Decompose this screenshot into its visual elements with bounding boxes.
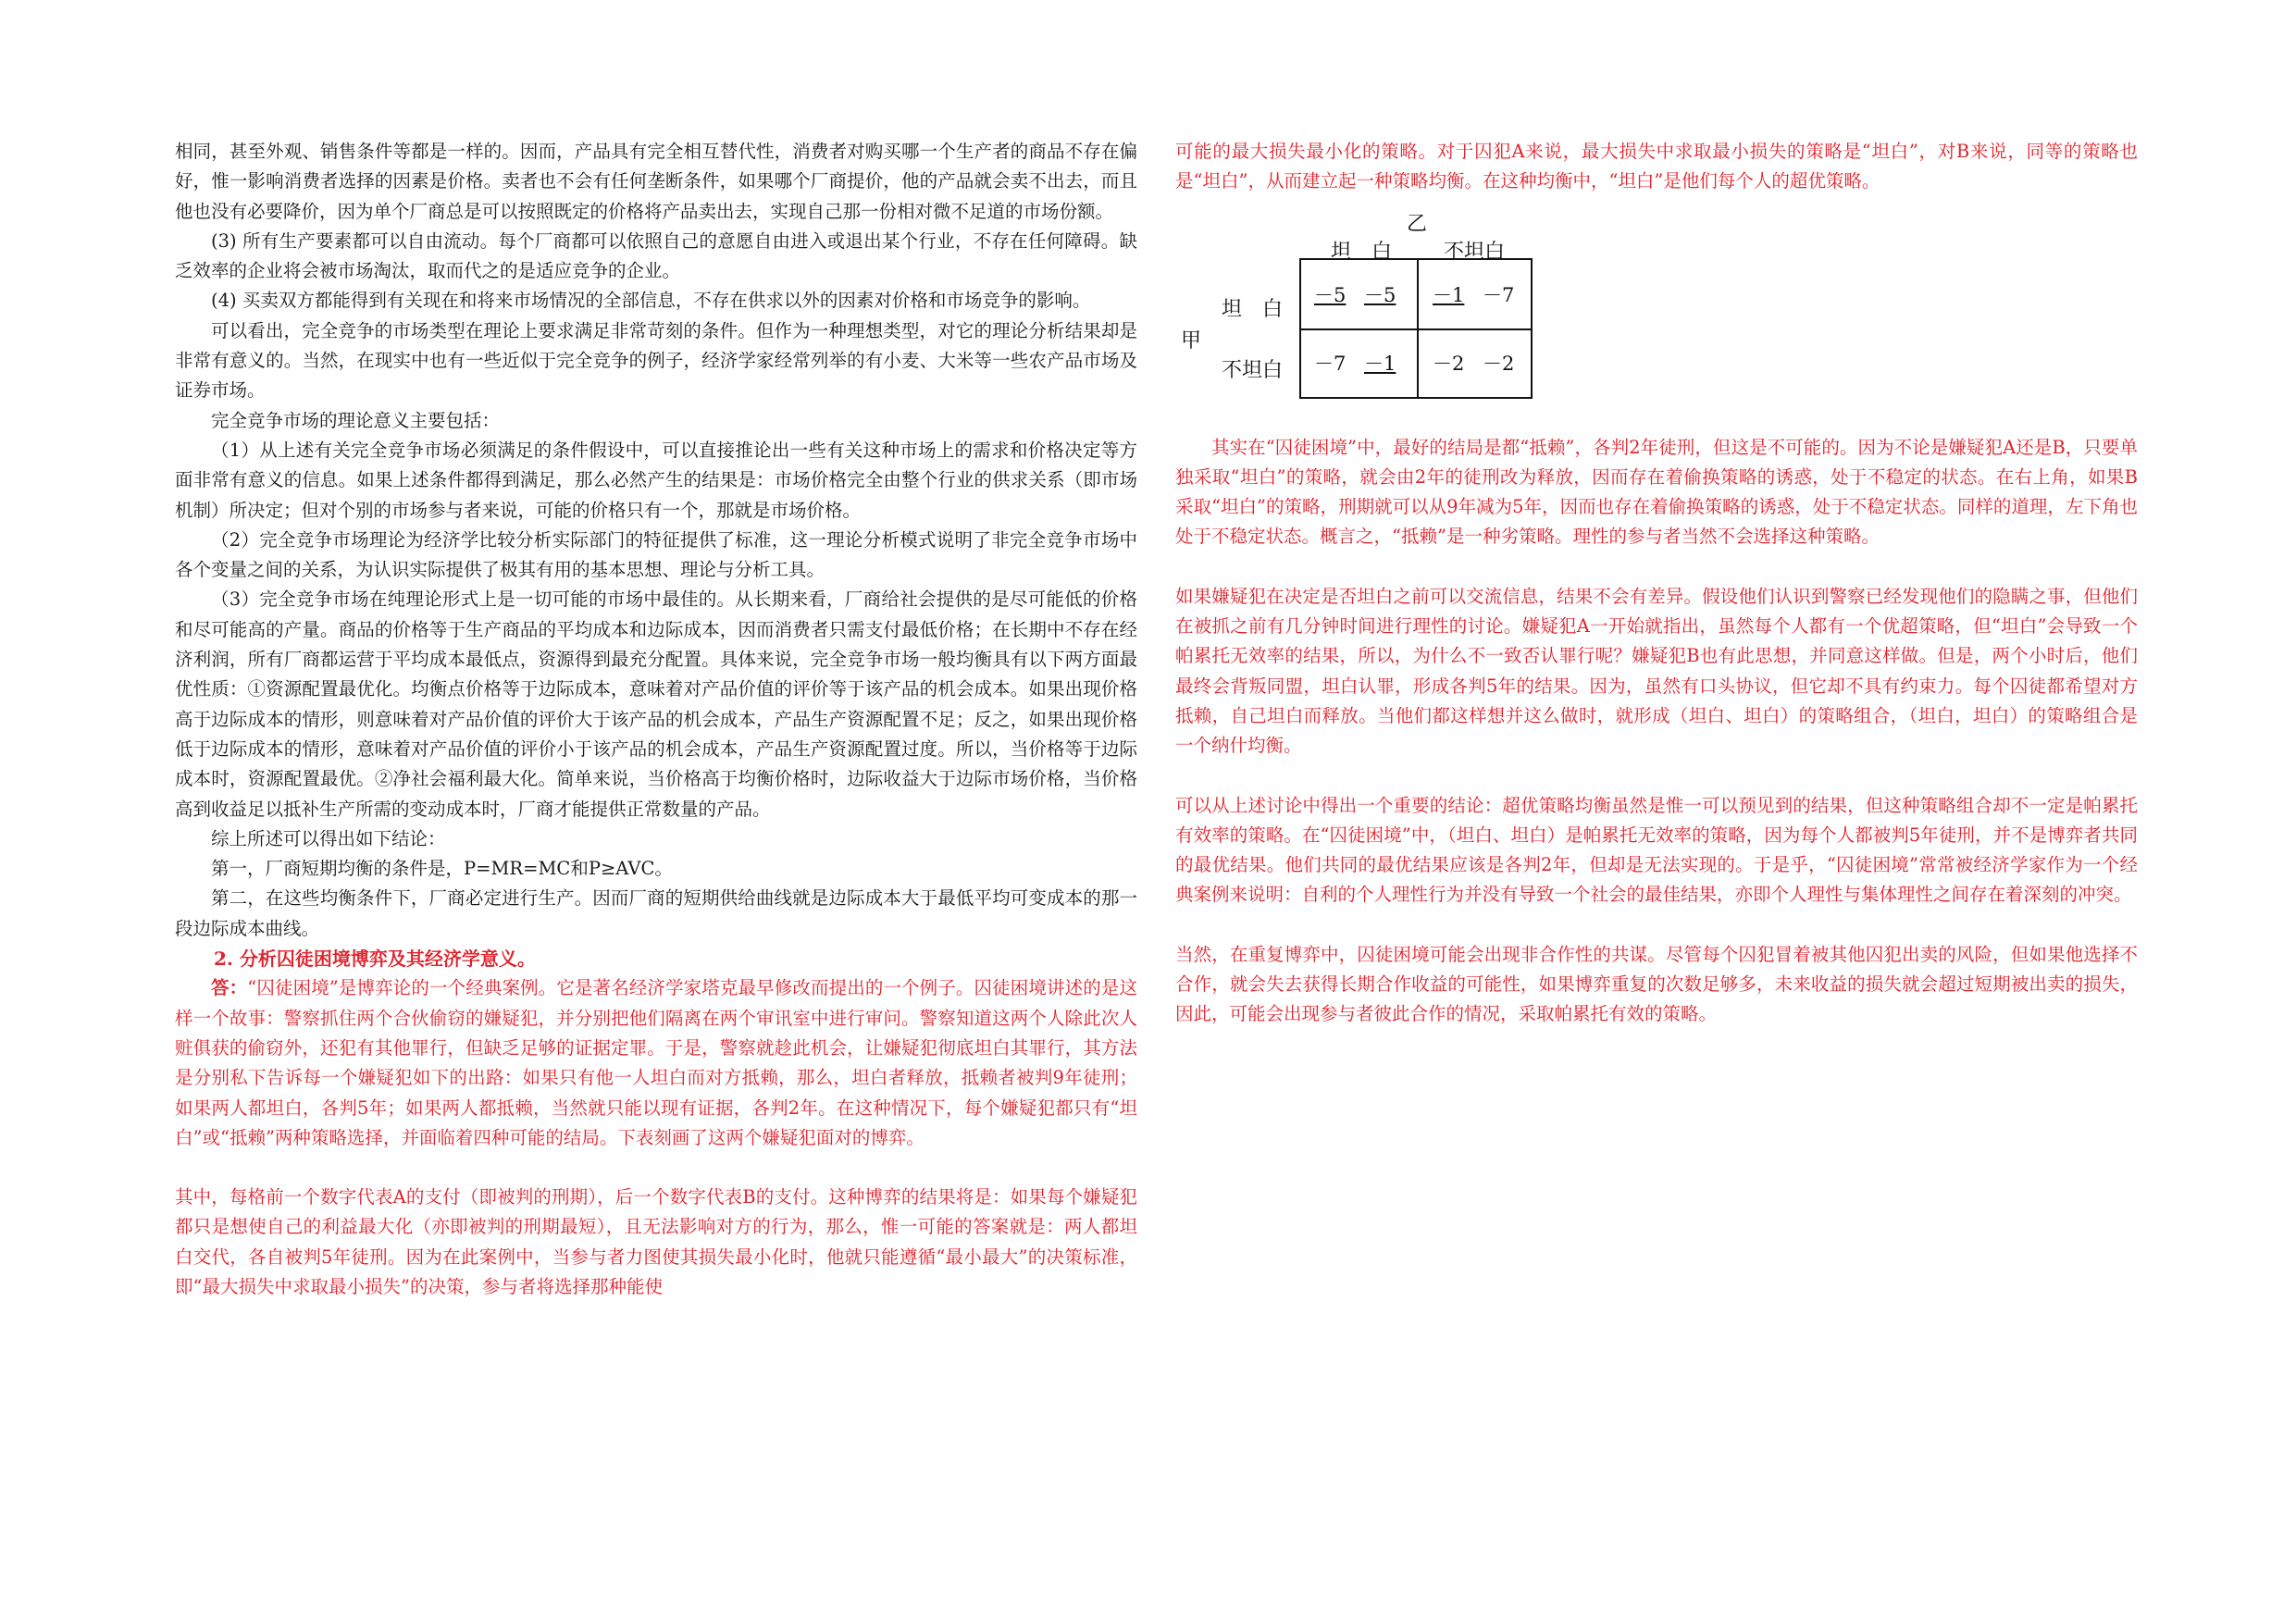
paragraph: 第二，在这些均衡条件下，厂商必定进行生产。因而厂商的短期供给曲线就是边际成本大于最低平均可变成本的那一段边际成本曲线。 — [175, 887, 1137, 939]
answer-label: 答： — [211, 977, 248, 999]
paragraph: (3) 所有生产要素都可以自由流动。每个厂商都可以依照自己的意愿自由进入或退出某个行业，不存在任何障碍。缺乏效率的企业将会被市场淘汰，取而代之的是适应竞争的企业。 — [175, 229, 1137, 282]
payoff-cell: －2 — [1433, 352, 1465, 375]
answer-text: “囚徒困境”是博弈论的一个经典案例。它是著名经济学家塔克最早修改而提出的一个例子。囚徒困境讲述的是这样一个故事：警察抓住两个合伙偷窃的嫌疑犯，并分别把他们隔离在两个审讯室中进行审问。警察知道这两个人除此次人赃俱获的偷窃外，还犯有其他罪行，但缺乏足够的证据定罪。于是，警察就趁此机会，让嫌疑犯彻底坦白其罪行，其方法是分别私下告诉每一个嫌疑犯如下的出路：如果只有他一人坦白而对方抵赖，那么，坦白者释放，抵赖者被判9年徒刑；如果两人都坦白，各判5年；如果两人都抵赖，当然就只能以现有证据，各判2年。在这种情况下，每个嫌疑犯都只有“坦白”或“抵赖”两种策略选择，并面临着四种可能的结局。下表刻画了这两个嫌疑犯面对的博弈。 — [175, 977, 1137, 1148]
paragraph: 可以看出，完全竞争的市场类型在理论上要求满足非常苛刻的条件。但作为一种理想类型，对它的理论分析结果却是非常有意义的。当然，在现实中也有一些近似于完全竞争的例子，经济学家经常列举的有小麦、大米等一些农产品市场及证券市场。 — [175, 319, 1137, 402]
grid-divider — [1301, 328, 1531, 330]
spacer — [175, 1153, 1137, 1183]
row-header-confess: 坦 白 — [1222, 297, 1284, 321]
paragraph: 其实在“囚徒困境”中，最好的结局是都“抵赖”，各判2年徒刑，但这是不可能的。因为不论是嫌疑犯A还是B，只要单独采取“坦白”的策略，就会由2年的徒刑改为释放，因而存在着偷换策略的诱惑，处于不稳定的状态。在右上角，如果B采取“坦白”的策略，刑期就可以从9年减为5年，因而也存在着偷换策略的诱惑，处于不稳定状态。同样的道理，左下角也处于不稳定状态。概言之，“抵赖”是一种劣策略。理性的参与者当然不会选择这种策略。 — [1175, 436, 2138, 548]
spacer — [1175, 552, 2138, 582]
paragraph: 如果嫌疑犯在决定是否坦白之前可以交流信息，结果不会有差异。假设他们认识到警察已经发现他们的隐瞒之事，但他们在被抓之前有几分钟时间进行理性的讨论。嫌疑犯A一开始就指出，虽然每个人都有一个优超策略，但“坦白”会导致一个帕累托无效率的结果，所以，为什么不一致否认罪行呢？嫌疑犯B也有此思想，并同意这样做。但是，两个小时后，他们最终会背叛同盟，坦白认罪，形成各判5年的结果。因为，虽然有口头协议，但它却不具有约束力。每个囚徒都希望对方抵赖，自己坦白而释放。当他们都这样想并这么做时，就形成（坦白、坦白）的策略组合，（坦白，坦白）的策略组合是一个纳什均衡。 — [1175, 585, 2138, 757]
left-column — [175, 137, 1137, 1302]
spacer — [1175, 911, 2138, 940]
row-header-deny: 不坦白 — [1222, 358, 1284, 382]
col-header-confess: 坦 白 — [1331, 240, 1393, 264]
paragraph: 综上所述可以得出如下结论： — [211, 827, 446, 849]
payoff-cell: －2 — [1483, 352, 1515, 375]
paragraph: (4) 买卖双方都能得到有关现在和将来市场情况的全部信息，不存在供求以外的因素对价格和市场竞争的影响。 — [211, 290, 1091, 312]
paragraph: 相同，甚至外观、销售条件等都是一样的。因而，产品具有完全相互替代性，消费者对购买哪一个生产者的商品不存在偏好，惟一影响消费者选择的因素是价格。卖者也不会有任何垄断条件，如果哪个厂商提价，他的产品就会卖不出去，而且他也没有必要降价，因为单个厂商总是可以按照既定的价格将产品卖出去，实现自己那一份相对微不足道的市场份额。 — [175, 141, 1137, 222]
matrix-grid — [1299, 258, 1533, 399]
payoff-cell: －1 — [1364, 352, 1396, 375]
row-player-label: 甲 — [1181, 328, 1202, 353]
payoff-cell: －7 — [1483, 283, 1515, 306]
payoff-matrix — [1175, 197, 2138, 433]
payoff-cell: －5 — [1364, 283, 1396, 306]
paragraph: （2）完全竞争市场理论为经济学比较分析实际部门的特征提供了标准，这一理论分析模式说明了非完全竞争市场中各个变量之间的关系，为认识实际提供了极其有用的基本思想、理论与分析工具。 — [175, 528, 1137, 581]
col-header-deny: 不坦白 — [1444, 240, 1506, 264]
payoff-cell: －7 — [1314, 352, 1347, 375]
paragraph: 完全竞争市场的理论意义主要包括： — [211, 409, 501, 431]
paragraph: 可以从上述讨论中得出一个重要的结论：超优策略均衡虽然是惟一可以预见到的结果，但这种策略组合却不一定是帕累托有效率的策略。在“囚徒困境”中，（坦白、坦白）是帕累托无效率的策略，因为每个人都被判5年徒刑，并不是博弈者共同的最优结果。他们共同的最优结果应该是各判2年，但却是无法实现的。于是乎，“囚徒困境”常常被经济学家作为一个经典案例来说明：自利的个人理性行为并没有导致一个社会的最佳结果，亦即个人理性与集体理性之间存在着深刻的冲突。 — [1175, 794, 2138, 906]
paragraph: 当然，在重复博弈中，囚徒困境可能会出现非合作性的共谋。尽管每个囚犯冒着被其他囚犯出卖的风险，但如果他选择不合作，就会失去获得长期合作收益的可能性，如果博弈重复的次数足够多，未来收益的损失就会超过短期被出卖的损失，因此，可能会出现参与者彼此合作的情况，采取帕累托有效的策略。 — [1175, 943, 2138, 1025]
paragraph: 第一，厂商短期均衡的条件是，P=MR=MC和P≥AVC。 — [211, 858, 673, 880]
col-player-label: 乙 — [1407, 212, 1428, 236]
question-heading: 2. 分析囚徒困境博弈及其经济学意义。 — [214, 948, 536, 971]
paragraph: 可能的最大损失最小化的策略。对于囚犯A来说，最大损失中求取最小损失的策略是“坦白”，对B来说，同等的策略也是“坦白”，从而建立起一种策略均衡。在这种均衡中，“坦白”是他们每个人的超优策略。 — [1175, 141, 2138, 192]
payoff-cell: －5 — [1314, 283, 1347, 306]
right-column — [1175, 137, 2138, 1030]
spacer — [1175, 762, 2138, 791]
payoff-cell: －1 — [1433, 283, 1465, 306]
paragraph: （3）完全竞争市场在纯理论形式上是一切可能的市场中最佳的。从长期来看，厂商给社会提供的是尽可能低的价格和尽可能高的产量。商品的价格等于生产商品的平均成本和边际成本，因而消费者只需支付最低价格；在长期中不存在经济利润，所有厂商都运营于平均成本最低点，资源得到最充分配置。具体来说，完全竞争市场一般均衡具有以下两方面最优性质：①资源配置最优化。均衡点价格等于边际成本，意味着对产品价值的评价等于该产品的机会成本。如果出现价格高于边际成本的情形，则意味着对产品价值的评价大于该产品的机会成本，产品生产资源配置不足；反之，如果出现价格低于边际成本的情形，意味着对产品价值的评价小于该产品的机会成本，产品生产资源配置过度。所以，当价格等于边际成本时，资源配置最优。②净社会福利最大化。简单来说，当价格高于均衡价格时，边际收益大于边际市场价格，当价格高到收益足以抵补生产所需的变动成本时，厂商才能提供正常数量的产品。 — [175, 588, 1137, 820]
paragraph: 其中，每格前一个数字代表A的支付（即被判的刑期），后一个数字代表B的支付。这种博弈的结果将是：如果每个嫌疑犯都只是想使自己的利益最大化（亦即被判的刑期最短），且无法影响对方的行为，那么，惟一可能的答案就是：两人都坦白交代，各自被判5年徒刑。因为在此案例中，当参与者力图使其损失最小化时，他就只能遵循“最小最大”的决策标准，即“最大损失中求取最小损失”的决策，参与者将选择那种能使 — [175, 1186, 1137, 1297]
answer-paragraph — [175, 973, 1137, 1153]
paragraph: （1）从上述有关完全竞争市场必须满足的条件假设中，可以直接推论出一些有关这种市场上的需求和价格决定等方面非常有意义的信息。如果上述条件都得到满足，那么必然产生的结果是：市场价格完全由整个行业的供求关系（即市场机制）所决定；但对个别的市场参与者来说，可能的价格只有一个，那就是市场价格。 — [175, 439, 1137, 521]
